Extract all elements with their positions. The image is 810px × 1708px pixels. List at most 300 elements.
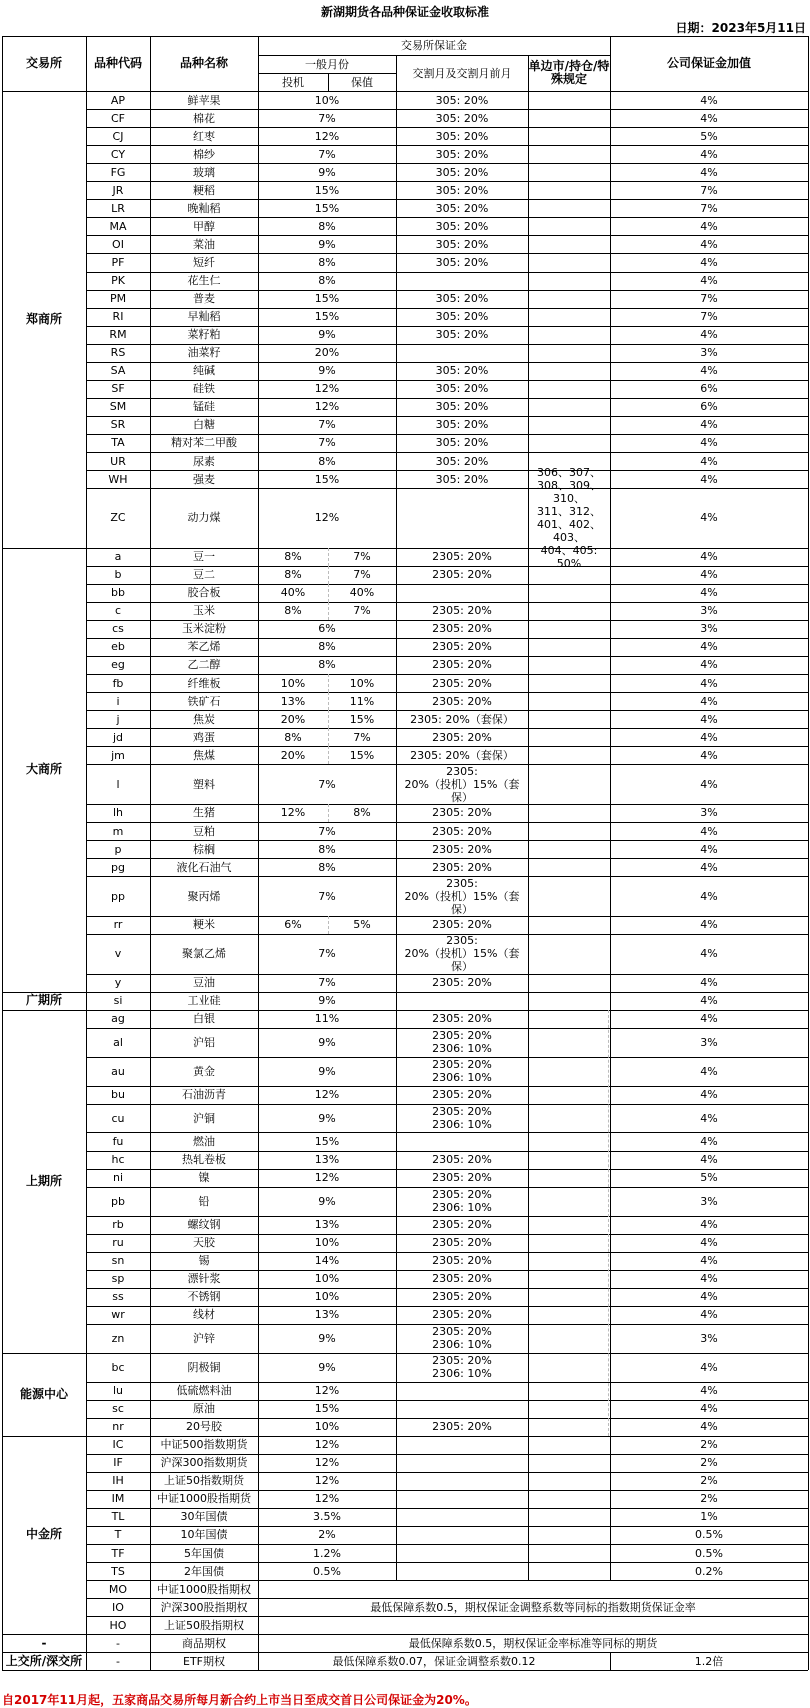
general-margin: 7% [318, 947, 336, 961]
product-code: pp [111, 889, 125, 903]
exchange-label: 中金所 [25, 1527, 62, 1542]
company-add: 3% [700, 604, 718, 618]
company-add: 4% [700, 436, 718, 450]
general-margin: 9% [318, 994, 336, 1008]
speculation-margin: 6% [284, 918, 302, 932]
hedge-margin: 15% [349, 712, 375, 726]
grid-line [808, 36, 809, 1670]
exchange-label: 上交所/深交所 [5, 1653, 83, 1668]
speculation-margin: 10% [280, 676, 306, 690]
product-code: bb [111, 586, 125, 600]
delivery-margin: 2305: 20% [432, 1290, 492, 1304]
product-code: TS [111, 1564, 125, 1578]
delivery-margin: 2305: 20% [432, 842, 492, 856]
company-add: 4% [700, 1236, 718, 1250]
product-code: PF [111, 255, 125, 269]
company-add: 7% [700, 183, 718, 197]
company-add: 1% [700, 1510, 718, 1524]
product-name: 天胶 [193, 1236, 215, 1250]
product-name: 玉米 [193, 604, 215, 618]
product-code: RS [110, 346, 126, 360]
product-name: 沪铝 [193, 1035, 215, 1049]
product-name: 粳米 [193, 918, 215, 932]
company-add: 4% [700, 237, 718, 251]
product-code: - [116, 1654, 120, 1668]
product-code: jm [111, 748, 125, 762]
hedge-margin: 8% [353, 806, 371, 820]
delivery-margin: 2305: 20% [432, 694, 492, 708]
general-margin: 20% [314, 346, 340, 360]
product-code: PM [109, 292, 127, 306]
delivery-margin: 2305: 20% [432, 806, 492, 820]
product-name: 鸡蛋 [193, 730, 215, 744]
delivery-margin: 305: 20% [435, 183, 489, 197]
product-code: TA [111, 436, 125, 450]
product-code: pg [111, 860, 125, 874]
hedge-margin: 5% [353, 918, 371, 932]
company-add: 3% [700, 346, 718, 360]
product-name: 红枣 [193, 129, 215, 143]
general-margin: 7% [318, 824, 336, 838]
product-code: b [114, 568, 122, 582]
general-margin: 15% [314, 1135, 340, 1148]
general-margin: 2% [318, 1528, 336, 1542]
header-hedge: 保值 [351, 75, 373, 89]
company-add: 4% [700, 472, 718, 486]
product-name: 豆二 [193, 568, 215, 582]
delivery-margin: 2305: 20% 2306: 10% [432, 1029, 492, 1056]
product-code: TF [111, 1546, 125, 1560]
general-margin: 13% [314, 1308, 340, 1322]
delivery-margin: 2305: 20% [432, 676, 492, 690]
product-name: 鲜苹果 [187, 93, 221, 107]
delivery-margin: 305: 20% [435, 93, 489, 107]
company-add: 4% [700, 1290, 718, 1304]
general-margin: 9% [318, 1035, 336, 1049]
general-margin: 9% [318, 165, 336, 179]
product-code: SF [111, 382, 125, 396]
company-add: 4% [700, 274, 718, 288]
company-add: 4% [700, 1012, 718, 1026]
company-add: 4% [700, 947, 718, 961]
product-name: 油菜籽 [187, 346, 221, 360]
product-name: 早籼稻 [187, 310, 221, 324]
company-add: 4% [700, 676, 718, 690]
grid-line [396, 55, 397, 1580]
grid-line [258, 36, 259, 1670]
company-add: 4% [700, 1254, 718, 1268]
company-add: 2% [700, 1456, 718, 1470]
general-margin: 12% [314, 382, 340, 396]
company-add: 4% [700, 147, 718, 161]
company-add: 4% [700, 730, 718, 744]
company-add: 6% [700, 400, 718, 414]
general-margin: 15% [314, 292, 340, 306]
general-margin: 9% [318, 237, 336, 251]
speculation-margin: 13% [280, 694, 306, 708]
speculation-margin: 8% [284, 568, 302, 582]
general-margin: 7% [318, 418, 336, 432]
product-name: 玉米淀粉 [182, 622, 226, 636]
product-name: 锡 [198, 1254, 210, 1268]
company-add: 4% [700, 1420, 718, 1434]
delivery-margin: 2305: 20% [432, 550, 492, 564]
general-margin: 8% [318, 274, 336, 288]
general-margin: 7% [318, 889, 336, 903]
product-name: 阴极铜 [187, 1360, 221, 1374]
delivery-margin: 2305: 20%（套保） [410, 712, 514, 726]
product-code: ZC [110, 511, 126, 525]
company-add: 4% [700, 586, 718, 600]
company-add: 4% [700, 1218, 718, 1232]
company-add: 7% [700, 310, 718, 324]
product-name: 铅 [198, 1194, 210, 1208]
product-code: ss [112, 1290, 124, 1304]
delivery-margin: 305: 20% [435, 436, 489, 450]
delivery-margin: 305: 20% [435, 147, 489, 161]
product-name: 生猪 [193, 806, 215, 820]
general-margin: 10% [314, 93, 340, 107]
delivery-margin: 2305: 20% [432, 622, 492, 636]
general-margin: 12% [314, 1171, 340, 1185]
delivery-margin: 2305: 20% [432, 1254, 492, 1268]
general-margin: 12% [314, 511, 340, 525]
hedge-margin: 40% [349, 586, 375, 600]
product-name: 5年国债 [184, 1546, 224, 1560]
speculation-margin: 20% [280, 712, 306, 726]
speculation-margin: 12% [280, 806, 306, 820]
product-name: 玻璃 [193, 165, 215, 179]
product-name: 动力煤 [187, 511, 221, 525]
general-margin: 7% [318, 436, 336, 450]
delivery-margin: 305: 20% [435, 364, 489, 378]
product-code: fu [112, 1135, 124, 1148]
product-code: CF [110, 111, 125, 125]
grid-line [528, 55, 529, 1580]
product-code: bc [111, 1360, 125, 1374]
product-code: WH [108, 472, 128, 486]
company-add: 4% [700, 364, 718, 378]
hedge-margin: 7% [353, 604, 371, 618]
header-name: 品种名称 [179, 56, 228, 70]
delivery-margin: 305: 20% [435, 382, 489, 396]
general-margin: 7% [318, 147, 336, 161]
product-code: eb [111, 640, 125, 654]
general-margin: 12% [314, 400, 340, 414]
exchange-label: 大商所 [25, 762, 62, 777]
company-add: 4% [700, 748, 718, 762]
special-rule: 306、307、308、309、310、 311、312、401、402、403、 404、405: 50% [537, 465, 601, 570]
delivery-margin: 305: 20% [435, 400, 489, 414]
company-add: 4% [700, 1384, 718, 1398]
delivery-margin: 2305: 20% [432, 1308, 492, 1322]
product-code: OI [112, 237, 124, 251]
general-margin: 15% [314, 472, 340, 486]
etf-options-note: 最低保障系数0.07，保证金调整系数0.12 [332, 1654, 536, 1668]
company-add: 4% [700, 511, 718, 525]
product-code: bu [111, 1088, 125, 1102]
product-name: 晚籼稻 [187, 201, 221, 215]
product-name: 液化石油气 [176, 860, 232, 874]
product-name: 不锈钢 [187, 1290, 221, 1304]
delivery-margin: 305: 20% [435, 111, 489, 125]
product-name: 螺纹钢 [187, 1218, 221, 1232]
delivery-margin: 2305: 20% 2306: 10% [432, 1105, 492, 1132]
company-add: 4% [700, 454, 718, 468]
delivery-margin: 2305: 20% [432, 1236, 492, 1250]
product-name: 铁矿石 [187, 694, 221, 708]
delivery-margin: 2305: 20% [432, 640, 492, 654]
general-margin: 15% [314, 201, 340, 215]
company-add: 0.5% [695, 1528, 723, 1542]
company-add: 7% [700, 292, 718, 306]
product-name: 聚氯乙烯 [182, 947, 226, 961]
delivery-margin: 305: 20% [435, 201, 489, 215]
delivery-margin: 2305: 20%（投机）15%（套 保） [404, 876, 520, 916]
grid-line [2, 36, 3, 1670]
product-code: IM [111, 1492, 125, 1506]
product-name: 20号胶 [186, 1420, 222, 1434]
general-margin: 15% [314, 183, 340, 197]
product-code: IC [112, 1438, 124, 1452]
sheet-title: 新湖期货各品种保证金收取标准 [320, 5, 489, 19]
header-general-month: 一般月份 [305, 57, 349, 71]
product-name: 花生仁 [187, 274, 221, 288]
product-name: 豆一 [193, 550, 215, 564]
product-code: cu [111, 1111, 125, 1125]
company-add: 4% [700, 219, 718, 233]
exchange-label: - [41, 1635, 47, 1650]
company-add: 3% [700, 622, 718, 636]
product-code: sp [111, 1272, 125, 1286]
general-margin: 9% [318, 1111, 336, 1125]
product-code: RI [112, 310, 124, 324]
product-code: c [114, 604, 122, 618]
company-add: 4% [700, 824, 718, 838]
product-code: SM [109, 400, 127, 414]
company-add: 7% [700, 201, 718, 215]
general-margin: 13% [314, 1153, 340, 1167]
commodity-options-note: 最低保障系数0.5，期权保证金率标准等同标的期货 [408, 1636, 658, 1650]
product-code: TL [111, 1510, 125, 1524]
company-add: 4% [700, 777, 718, 791]
company-add: 4% [700, 1402, 718, 1416]
grid-line [328, 73, 329, 91]
company-add: 4% [700, 994, 718, 1008]
general-margin: 9% [318, 364, 336, 378]
delivery-margin: 305: 20% [435, 292, 489, 306]
product-code: SR [110, 418, 126, 432]
header-company-add: 公司保证金加值 [666, 56, 751, 70]
product-name: 低硫燃料油 [176, 1384, 232, 1398]
sheet-date: 日期：2023年5月11日 [675, 21, 806, 35]
general-margin: 14% [314, 1254, 340, 1268]
company-add: 4% [700, 658, 718, 672]
product-name: 30年国债 [180, 1510, 228, 1524]
general-margin: 10% [314, 1420, 340, 1434]
product-name: 上证50股指期权 [164, 1618, 244, 1632]
speculation-margin: 40% [280, 586, 306, 600]
general-margin: 9% [318, 1064, 336, 1078]
product-code: fb [112, 676, 124, 690]
company-add: 2% [700, 1438, 718, 1452]
product-name: 上证50指数期货 [164, 1474, 244, 1488]
product-code: CJ [112, 129, 124, 143]
grid-line [150, 36, 151, 1670]
speculation-margin: 8% [284, 604, 302, 618]
product-name: 强麦 [193, 472, 215, 486]
product-code: ag [111, 1012, 125, 1026]
delivery-margin: 305: 20% [435, 472, 489, 486]
product-code: HO [109, 1618, 127, 1632]
general-margin: 12% [314, 1384, 340, 1398]
product-name: 热轧卷板 [182, 1153, 226, 1167]
company-add: 4% [700, 712, 718, 726]
company-add: 3% [700, 1035, 718, 1049]
product-name: 工业硅 [187, 994, 221, 1008]
product-code: sn [111, 1254, 125, 1268]
footnote: 自2017年11月起，五家商品交易所每月新合约上市当日至成交首日公司保证金为20%。 [2, 1693, 477, 1707]
company-add: 4% [700, 1153, 718, 1167]
grid-line [608, 1010, 609, 1436]
product-name: 棕榈 [193, 842, 215, 856]
general-margin: 8% [318, 454, 336, 468]
product-name: 豆粕 [193, 824, 215, 838]
company-add: 4% [700, 694, 718, 708]
general-margin: 10% [314, 1272, 340, 1286]
grid-line [610, 1652, 611, 1670]
product-code: ru [112, 1236, 124, 1250]
product-name: 燃油 [193, 1135, 215, 1148]
header-special: 单边市/持仓/特殊规定 [528, 59, 610, 86]
product-code: IO [112, 1600, 124, 1614]
product-code: a [114, 550, 122, 564]
delivery-margin: 2305: 20% [432, 918, 492, 932]
general-margin: 12% [314, 1456, 340, 1470]
company-add: 4% [700, 640, 718, 654]
product-name: 白银 [193, 1012, 215, 1026]
product-name: 焦炭 [193, 712, 215, 726]
delivery-margin: 2305: 20% 2306: 10% [432, 1188, 492, 1215]
delivery-margin: 2305: 20% [432, 568, 492, 582]
delivery-margin: 2305: 20% [432, 1153, 492, 1167]
company-add: 3% [700, 1331, 718, 1345]
product-code: AP [110, 93, 126, 107]
company-add: 4% [700, 1272, 718, 1286]
product-code: y [114, 976, 122, 990]
etf-options-add: 1.2倍 [694, 1654, 724, 1668]
delivery-margin: 305: 20% [435, 310, 489, 324]
product-code: rb [112, 1218, 124, 1232]
exchange-label: 上期所 [25, 1173, 62, 1188]
product-name: 粳稻 [193, 183, 215, 197]
product-code: v [114, 947, 122, 961]
company-add: 3% [700, 1194, 718, 1208]
delivery-margin: 305: 20% [435, 165, 489, 179]
company-add: 3% [700, 806, 718, 820]
company-add: 4% [700, 255, 718, 269]
hedge-margin: 7% [353, 568, 371, 582]
delivery-margin: 2305: 20%（投机）15%（套 保） [404, 764, 520, 804]
product-name: 胶合板 [187, 586, 221, 600]
header-speculation: 投机 [282, 75, 304, 89]
exchange-label: 郑商所 [25, 311, 62, 326]
product-code: l [116, 777, 120, 791]
product-name: 中证1000股指期权 [157, 1582, 251, 1596]
product-code: UR [110, 454, 126, 468]
general-margin: 7% [318, 111, 336, 125]
product-name: 石油沥青 [182, 1088, 226, 1102]
company-add: 4% [700, 165, 718, 179]
product-name: 白糖 [193, 418, 215, 432]
product-name: 精对苯二甲酸 [171, 436, 237, 450]
product-code: jd [112, 730, 124, 744]
product-name: 沪深300指数期货 [160, 1456, 248, 1470]
product-code: zn [111, 1331, 125, 1345]
company-add: 4% [700, 328, 718, 342]
general-margin: 8% [318, 640, 336, 654]
product-code: MO [108, 1582, 128, 1596]
general-margin: 9% [318, 1194, 336, 1208]
general-margin: 9% [318, 1360, 336, 1374]
product-code: p [114, 842, 122, 856]
product-code: m [112, 824, 124, 838]
company-add: 4% [700, 918, 718, 932]
speculation-margin: 8% [284, 730, 302, 744]
delivery-margin: 2305: 20% 2306: 10% [432, 1325, 492, 1352]
product-name: 沪锌 [193, 1331, 215, 1345]
product-code: si [113, 994, 123, 1008]
company-add: 4% [700, 1064, 718, 1078]
general-margin: 15% [314, 310, 340, 324]
delivery-margin: 2305: 20% [432, 1012, 492, 1026]
product-code: lu [112, 1384, 124, 1398]
delivery-margin: 2305: 20% 2306: 10% [432, 1058, 492, 1085]
general-margin: 8% [318, 219, 336, 233]
product-name: 纤维板 [187, 676, 221, 690]
company-add: 4% [700, 1088, 718, 1102]
product-code: rr [113, 918, 123, 932]
delivery-margin: 2305: 20%（套保） [410, 748, 514, 762]
general-margin: 11% [314, 1012, 340, 1026]
product-name: 中证500指数期货 [160, 1438, 248, 1452]
general-margin: 7% [318, 976, 336, 990]
exchange-label: 广期所 [25, 993, 62, 1008]
delivery-margin: 2305: 20% [432, 658, 492, 672]
delivery-margin: 305: 20% [435, 255, 489, 269]
product-name: 商品期权 [182, 1636, 226, 1650]
product-name: 聚丙烯 [187, 889, 221, 903]
product-name: 线材 [193, 1308, 215, 1322]
product-name: 10年国债 [180, 1528, 228, 1542]
company-add: 2% [700, 1474, 718, 1488]
product-code: IH [112, 1474, 124, 1488]
product-name: 漂针浆 [187, 1272, 221, 1286]
general-margin: 9% [318, 1331, 336, 1345]
header-exchange-margin: 交易所保证金 [401, 39, 467, 52]
product-code: eg [111, 658, 125, 672]
product-name: 菜油 [193, 237, 215, 251]
company-add: 2% [700, 1492, 718, 1506]
product-name: 焦煤 [193, 748, 215, 762]
product-code: IF [113, 1456, 123, 1470]
product-code: nr [112, 1420, 124, 1434]
header-exchange: 交易所 [25, 56, 62, 70]
general-margin: 7% [318, 777, 336, 791]
hedge-margin: 7% [353, 550, 371, 564]
company-add: 4% [700, 976, 718, 990]
product-code: PK [111, 274, 125, 288]
